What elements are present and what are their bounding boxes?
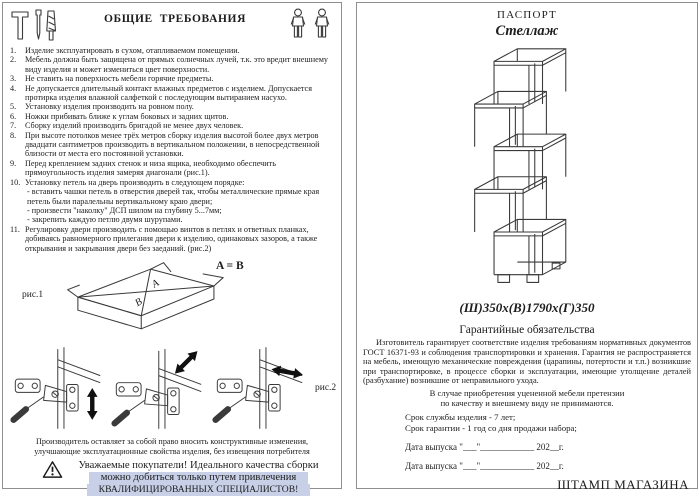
left-header (10, 7, 334, 43)
discount-line-1: В случае приобретения уцененной мебели претензии (429, 387, 625, 398)
item-text: - вставить чашки петель в отверстия дверей так, чтобы металлические прямые края петель были паралельны вертикальному краю двери; (27, 187, 320, 206)
requirement-item (10, 159, 334, 178)
warning-line-2: можно добиться только путем привлечения (89, 472, 309, 484)
item-text: Не допускается длительный контакт влажных предметов с изделием. Допускается протирка изделия влажной салфеткой с последующим вытиранием насухо. (25, 83, 312, 103)
hinge-horizontal-adjust-figure (212, 342, 304, 434)
item-number: 2. (10, 55, 17, 65)
tools-icon (10, 7, 62, 43)
requirements-list (10, 46, 334, 253)
warning-text (63, 460, 334, 496)
requirement-item (10, 55, 334, 74)
requirement-item (10, 84, 334, 103)
requirement-item (10, 178, 334, 187)
discount-note (363, 388, 691, 408)
item-number: 4. (10, 83, 17, 93)
item-number: 8. (10, 130, 17, 140)
item-text: - закрепить каждую петлю двумя шурупами. (27, 215, 183, 225)
item-number: 3. (10, 74, 17, 84)
figure-2-row (10, 342, 337, 434)
box-diagonals-figure (62, 258, 227, 340)
release-date-line-1: Дата выпуска "___"____________ 202__г. (405, 442, 564, 453)
item-number: 1. (10, 46, 17, 55)
item-number: 9. (10, 158, 17, 168)
item-number: 7. (10, 121, 17, 131)
requirement-item (10, 102, 334, 111)
terms-block (405, 412, 691, 433)
warranty-title: Гарантийные обязательства (459, 324, 595, 336)
requirement-item (10, 225, 334, 253)
item-number: 10. (10, 177, 21, 187)
shelving-unit-drawing (463, 42, 591, 296)
warranty-period: Срок гарантии - 1 год со дня продажи набора; (405, 422, 577, 433)
passport-panel (356, 2, 698, 493)
item-text: Не ставить на поверхность мебели горячие предметы. (25, 74, 214, 84)
release-date-line-2: Дата выпуска "___"____________ 202__г. (405, 461, 564, 472)
customer-warning (10, 460, 334, 496)
figure-1-row (10, 256, 334, 340)
item-text: Мебель должна быть защищена от прямых солнечных лучей, т.к. это вредит внешнему виду изделия и может измениться цвет поверхности. (25, 55, 328, 74)
diagonal-b-label: B (133, 296, 145, 309)
service-life: Срок службы изделия - 7 лет; (405, 411, 516, 422)
product-dimensions: (Ш)350х(В)1790х(Г)350 (459, 300, 595, 315)
requirement-item (10, 74, 334, 83)
item-text: Регулировку двери производить с помощью винтов в петлях и ответных планках, добиваясь равномерного прилегания двери к изделию, одинаковых зазоров, а также открывания и закрывания двери без заеданий. (рис.2) (25, 224, 318, 253)
item-number: 5. (10, 102, 17, 112)
item-text: При высоте потолков менее трёх метров сборку изделия высотой более двух метров двадцати сантиметров производить в вертикальном положении, в непосредственной близости от места его постоянной установки. (25, 130, 320, 159)
requirement-substep (10, 215, 334, 224)
product-name: Стеллаж (495, 23, 559, 39)
warning-line-3: КВАЛИФИЦИРОВАННЫХ СПЕЦИАЛИСТОВ! (87, 484, 311, 496)
requirement-item (10, 121, 334, 130)
passport-title: ПАСПОРТ (497, 9, 557, 21)
requirement-item (10, 46, 334, 55)
shelf-drawing-wrap (363, 42, 691, 296)
general-requirements-title: ОБЩИЕ ТРЕБОВАНИЯ (103, 13, 247, 25)
discount-line-2: по качеству и внешнему виду не принимаются. (440, 397, 614, 408)
item-number: 11. (10, 224, 20, 234)
requirement-item (10, 131, 334, 159)
warning-triangle-icon (42, 460, 63, 479)
manufacturer-note: Производитель оставляет за собой право вносить конструктивные изменения, улучшающие эксплуатационные свойства изделия, без извещения потребителя (34, 436, 310, 456)
two-person-icon (288, 7, 334, 41)
requirement-substep (10, 206, 334, 215)
item-text: Сборку изделий производить бригадой не менее двух человек. (25, 121, 244, 131)
item-text: Ножки прибивать ближе к углам боковых и задних щитов. (25, 111, 229, 121)
requirement-substep (10, 187, 334, 206)
item-text: - произвести "наколку" ДСП шилом на глубину 5...7мм; (27, 205, 222, 215)
warranty-text: Изготовитель гарантирует соответствие изделия требованиям нормативных документов ГОСТ 16371-93 и соблюдения транспортировки и хранения. Гарантия не распространяется на мебель, имеющую механические повреждения (царапины, потертости и т.п.) возникшие при транспортировке, в процессе сборки и эксплуатации, имеющие утолщение деталей (разбухание) возникшие от неправильного ухода. (363, 338, 691, 386)
item-text: Перед креплением задних стенок и низа ящика, необходимо обеспечить прямоугольность изделия замеряя диагонали (рис.1). (25, 158, 276, 178)
item-text: Изделие эксплуатировать в сухом, отапливаемом помещении. (25, 46, 240, 55)
diagonal-a-label: A (150, 277, 162, 291)
item-text: Установку петель на дверь производить в следующем порядке: (25, 177, 245, 187)
diagonal-equation: A = B (216, 259, 244, 272)
general-requirements-panel (2, 2, 342, 496)
item-text: Установку изделия производить на ровном полу. (25, 102, 194, 112)
requirement-item (10, 112, 334, 121)
warning-line-1: Уважаемые покупатели! Идеального качества сборки (78, 460, 319, 472)
figure-2-label: рис.2 (315, 382, 337, 393)
item-number: 6. (10, 111, 17, 121)
hinge-vertical-adjust-figure (10, 342, 102, 434)
figure-1-label: рис.1 (22, 289, 44, 300)
hinge-diagonal-adjust-figure (111, 342, 203, 434)
store-stamp-label: ШТАМП МАГАЗИНА (557, 477, 689, 493)
